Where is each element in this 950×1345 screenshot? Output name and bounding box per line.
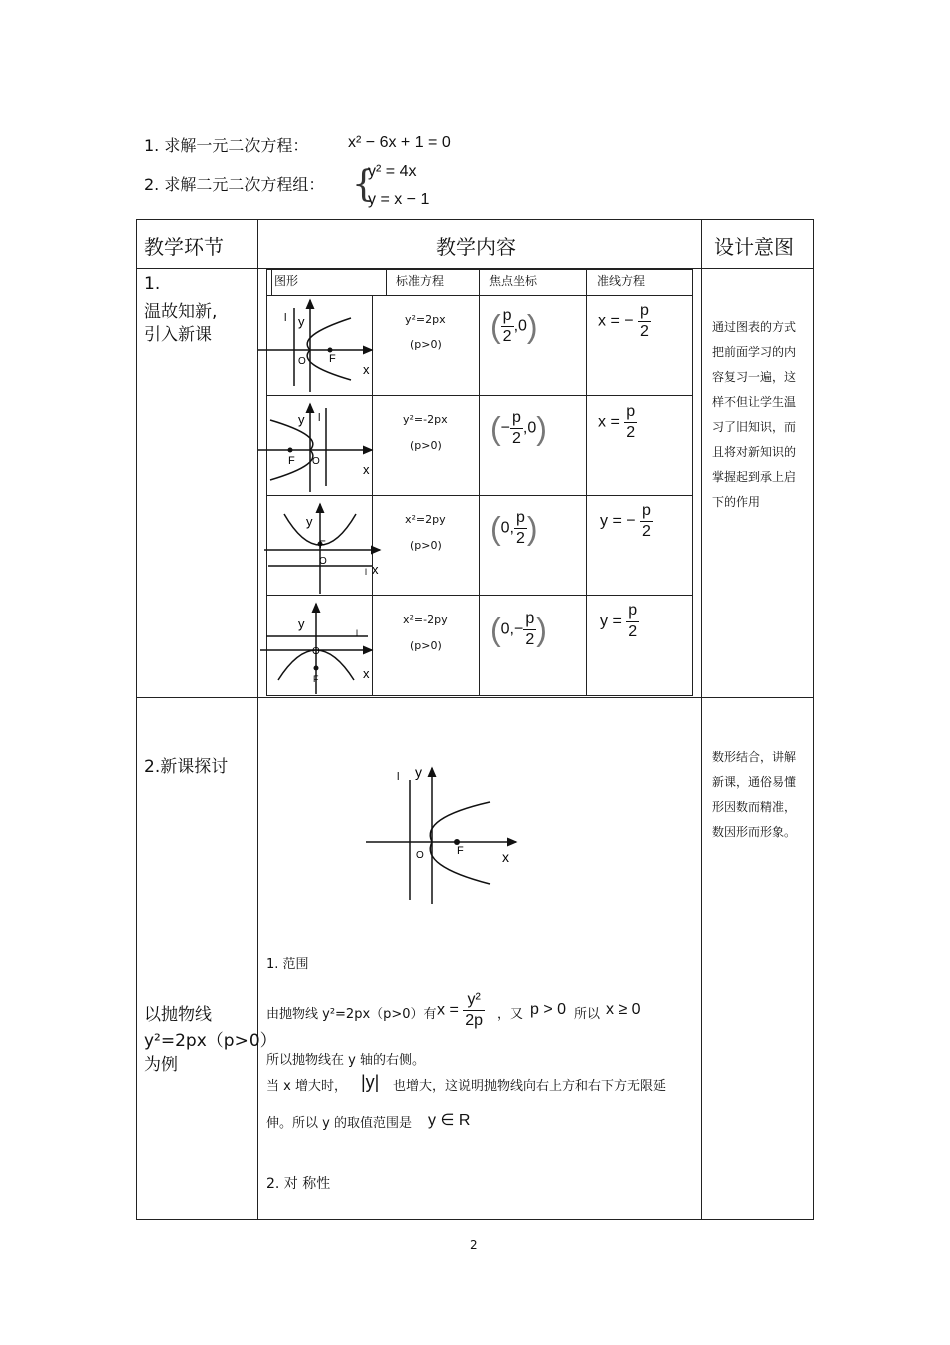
row3-focus: (0, $\frac{p}{2}$ ) [490, 509, 538, 547]
g2-l: l [318, 412, 321, 424]
graph-opens-right [256, 296, 376, 396]
item1-line2: 所以抛物线在 y 轴的右侧。 [266, 1053, 425, 1068]
page-number: 2 [470, 1238, 478, 1252]
row2-directrix: x = $\frac{p}{2}$ [598, 403, 636, 441]
item1-result: x ≥ 0 [606, 1001, 641, 1018]
system-equation-1: y² = 4x [368, 163, 417, 180]
item1-fraction: x = $\frac{\text{y²}}{2p}$ [437, 991, 484, 1029]
row4-directrix: y = $\frac{p}{2}$ [600, 602, 638, 640]
item1-mid: ，又 [497, 1007, 524, 1022]
row3-equation: x²=2py [405, 513, 446, 526]
inner-header-directrix: 准线方程 [597, 274, 646, 288]
system-equation-2: y = x − 1 [368, 191, 430, 208]
section2-intent: 数形结合，讲解新课，通俗易懂形因数而精准，数因形而形象。 [712, 750, 797, 839]
section1-title-2: 引入新课 [144, 325, 212, 345]
g2-o: O [312, 456, 320, 467]
section1-number: 1. [144, 274, 161, 294]
g1-l: l [284, 312, 287, 324]
item1-line4-pre: 伸。所以 y 的取值范围是 [266, 1116, 412, 1131]
g4-y: y [298, 616, 305, 631]
row1-equation: y²=2px [405, 313, 446, 326]
row4-focus: (0,− $\frac{p}{2}$ ) [490, 610, 547, 648]
inner-header-graph: 图形 [274, 274, 299, 288]
row4-equation: x²=-2py [403, 613, 448, 626]
item1-cond: p > 0 [530, 1001, 567, 1018]
g4-f: F [313, 674, 319, 684]
question-1-label: 1. 求解一元二次方程： [144, 136, 309, 155]
item2-title: 2. 对 称性 [266, 1176, 331, 1192]
item1-line3-pre: 当 x 增大时， [266, 1079, 347, 1094]
row3-directrix: y = − $\frac{p}{2}$ [600, 502, 651, 540]
g2-f: F [288, 455, 295, 467]
main-x: x [502, 849, 509, 865]
question-2-label: 2. 求解二元二次方程组： [144, 175, 325, 194]
graph-opens-left [256, 396, 376, 496]
g1-y: y [298, 314, 305, 329]
g3-o: O [319, 556, 327, 567]
g2-y: y [298, 412, 305, 427]
section1-intent: 通过图表的方式把前面学习的内容复习一遍，这样不但让学生温习了旧知识，而且将对新知识的掌握起到承上启下的作用 [712, 320, 797, 509]
row2-condition: (p>0) [410, 439, 442, 452]
g3-f: F [319, 539, 326, 551]
g1-o: O [298, 356, 306, 367]
row1-condition: (p>0) [410, 338, 442, 351]
graph-opens-up [256, 496, 386, 596]
inner-header-focus: 焦点坐标 [489, 274, 538, 288]
row1-focus: ( $\frac{p}{2}$ ,0) [490, 307, 538, 345]
section2-example-2: y²=2px（p>0） [144, 1031, 277, 1051]
item1-line1-pre: 由抛物线 y²=2px（p>0）有 [266, 1007, 437, 1022]
section2-example-3: 为例 [144, 1055, 178, 1075]
item1-so: 所以 [574, 1007, 601, 1022]
main-parabola-graph [360, 760, 530, 910]
item1-title: 1. 范围 [266, 957, 309, 972]
g1-x: x [363, 362, 370, 377]
g3-x: x [372, 562, 379, 577]
header-teaching-stage: 教学环节 [144, 235, 224, 259]
main-y: y [415, 764, 422, 780]
row2-equation: y²=-2px [403, 413, 448, 426]
row3-condition: (p>0) [410, 539, 442, 552]
main-f: F [457, 845, 464, 857]
g1-f: F [329, 353, 336, 365]
row4-condition: (p>0) [410, 639, 442, 652]
inner-header-equation: 标准方程 [396, 274, 445, 288]
section1-title-1: 温故知新, [144, 302, 218, 322]
g4-x: x [363, 666, 370, 681]
section2-title: 2.新课探讨 [144, 757, 229, 777]
graph-opens-down [256, 596, 376, 696]
main-l: l [397, 771, 400, 783]
brace: { [352, 164, 375, 205]
header-teaching-content: 教学内容 [436, 235, 516, 259]
g4-o: O [312, 646, 320, 657]
item1-abs: |y| [361, 1072, 380, 1092]
question-1-equation: x² − 6x + 1 = 0 [348, 134, 451, 151]
g3-l: l [365, 567, 367, 577]
row2-focus: (− $\frac{p}{2}$ ,0) [490, 409, 547, 447]
main-o: O [416, 850, 424, 861]
g2-x: x [363, 462, 370, 477]
header-design-intent: 设计意图 [714, 235, 794, 259]
item1-line4-math: y ∈ R [428, 1112, 471, 1129]
g3-y: y [306, 514, 313, 529]
item1-line3-post: 也增大，这说明抛物线向右上方和右下方无限延 [393, 1079, 667, 1094]
row1-directrix: x = − $\frac{p}{2}$ [598, 302, 649, 340]
section2-example-1: 以抛物线 [144, 1005, 212, 1025]
g4-l: l [356, 628, 358, 638]
